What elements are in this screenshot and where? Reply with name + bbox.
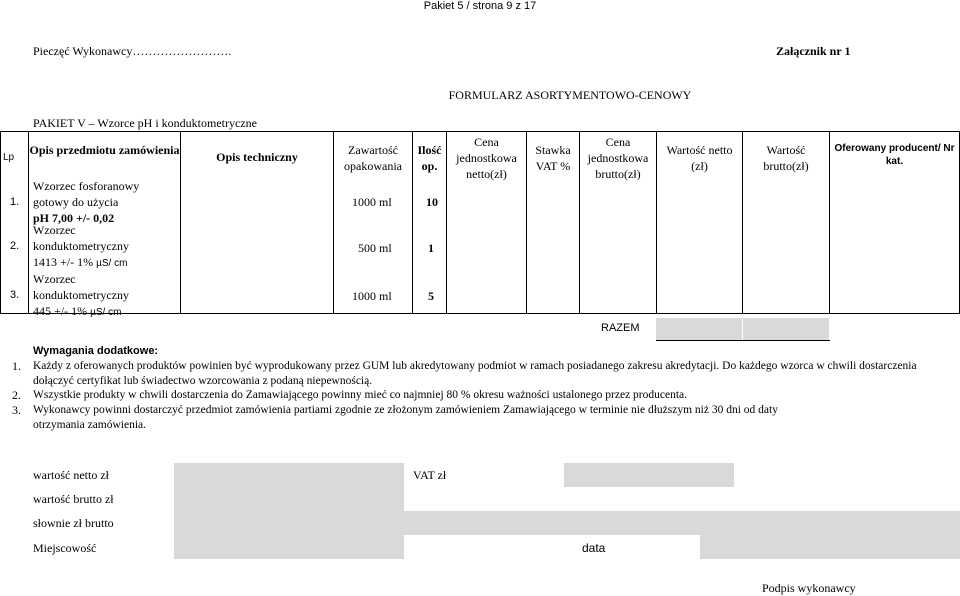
header-subject: Opis przedmiotu zamówienia [29,143,180,157]
attachment-label: Załącznik nr 1 [776,44,851,58]
header-producer: Oferowany producent/ Nr kat. [834,143,955,167]
row-3-content: 1000 ml [352,289,392,303]
net-value-field[interactable] [174,463,404,487]
row-1-subject: Wzorzec fosforanowy gotowy do użycia pH 7,00 +/- 0,02 [33,179,140,225]
page-number: Pakiet 5 / strona 9 z 17 [423,0,537,12]
requirement-3-num: 3. [12,403,21,417]
row-2-subject: Wzorzec konduktometryczny 1413 +/- 1% µS/ cm [33,223,129,269]
requirements-title: Wymagania dodatkowe: [33,345,159,357]
header-vat: Stawka VAT % [535,143,571,173]
row-2-lp: 2. [10,240,20,252]
row-2-qty: 1 [428,241,434,255]
row-3-subject: Wzorzec konduktometryczny 445 +/- 1% µS/ cm [33,272,129,318]
header-unit-net: Cena jednostkowa netto(zł) [456,135,517,181]
gross-value-field[interactable] [174,487,404,511]
row-1-lp: 1. [10,196,20,208]
total-net-value[interactable] [656,318,742,340]
row-1-content: 1000 ml [352,195,392,209]
requirement-1-num: 1. [12,359,21,373]
place-label: Miejscowość [33,541,97,555]
row-1-qty: 10 [426,195,438,209]
row-3-lp: 3. [10,289,20,301]
net-value-label: wartość netto zł [33,468,109,482]
requirement-1-text: Każdy z oferowanych produktów powinien być wyprodukowany przez GUM lub akredytowany podmiot w ramach posiadanego zakresu akredytacji. Do każdego wzorca w chwili dostarczenia dołączyć certyfikat lub świadectwo wzorcowania z podaną niepewnością. [33,360,917,387]
date-field[interactable] [700,535,960,559]
requirement-2-num: 2. [12,388,21,402]
form-title: FORMULARZ ASORTYMENTOWO-CENOWY [448,88,692,102]
date-label: data [582,541,606,555]
gross-value-label: wartość brutto zł [33,492,114,506]
header-content: Zawartość opakowania [344,143,402,173]
header-value-net: Wartość netto (zł) [666,143,733,173]
row-2-content: 500 ml [358,241,392,255]
contractor-stamp: Pieczęć Wykonawcy……………………. [33,44,232,58]
requirement-2-text: Wszystkie produkty w chwili dostarczenia do Zamawiającego powinny mieć co najmniej 80 % okresu ważności ustalonego przez producenta. [33,389,688,401]
header-tech: Opis techniczny [216,150,298,164]
amount-in-words-field[interactable] [174,511,960,535]
amount-in-words-label: słownie zł brutto [33,516,114,530]
row-3-qty: 5 [428,289,434,303]
header-unit-gross: Cena jednostkowa brutto(zł) [587,135,649,181]
header-qty: Ilość op. [417,143,442,173]
header-value-gross: Wartość brutto(zł) [763,143,809,173]
signature-label: Podpis wykonawcy [762,581,856,595]
package-title: PAKIET V – Wzorce pH i konduktometryczne [33,116,257,130]
vat-label: VAT zł [413,468,447,482]
total-gross-value[interactable] [743,318,829,340]
vat-field[interactable] [564,463,734,487]
requirement-3-text: Wykonawcy powinni dostarczyć przedmiot zamówienia partiami zgodnie ze złożonym zamówieniem Zamawiającego w terminie nie dłuższym niż 30 dni od daty otrzymania zamówienia. [33,404,778,431]
place-field[interactable] [174,535,404,559]
total-label: RAZEM [601,322,640,334]
header-lp: Lp [3,152,15,163]
